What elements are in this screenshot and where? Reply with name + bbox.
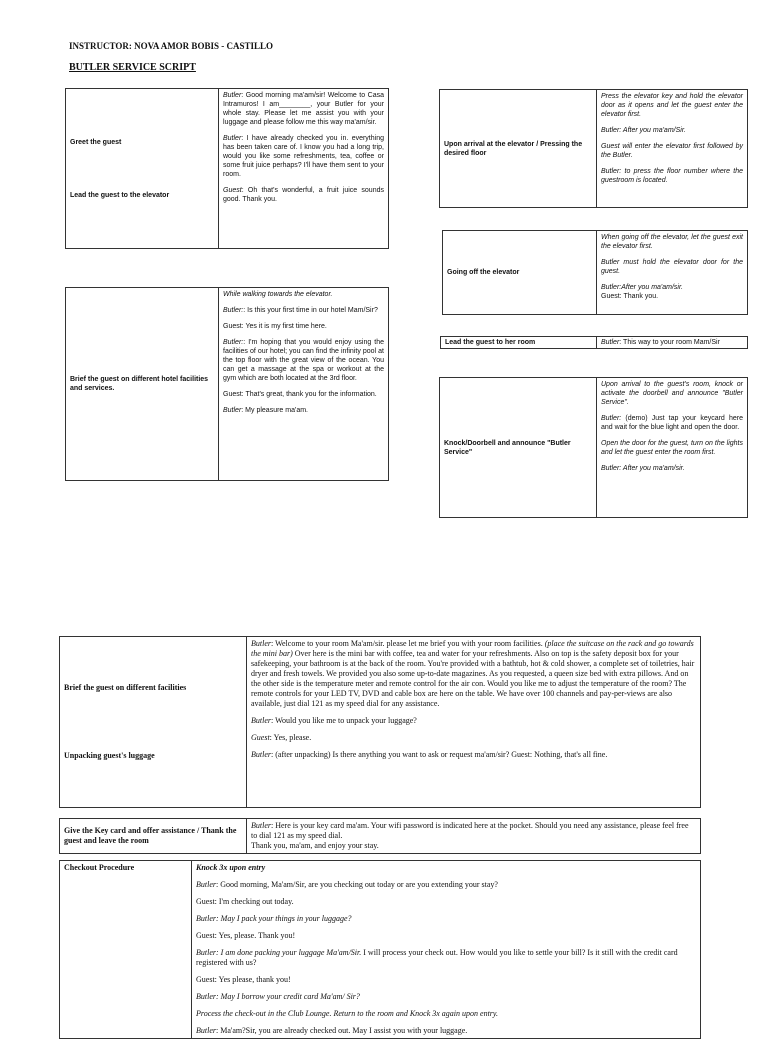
- hotel-facilities-table: [65, 287, 389, 481]
- script-line: : This way to your room Mam/Sir: [619, 339, 720, 346]
- role-butler: Butler: [223, 92, 242, 99]
- key-card-table: [59, 818, 701, 854]
- role-butler: Butler:: [601, 415, 622, 422]
- stage-direction: Butler must hold the elevator door for the guest.: [601, 259, 743, 275]
- role-butler: Butler: [223, 407, 242, 414]
- script-line: : Oh that's wonderful, a fruit juice sounds good. Thank you.: [223, 187, 384, 203]
- role-butler: Butler: [251, 821, 271, 830]
- script-line: : May I pack your things in your luggage?: [216, 914, 352, 923]
- elevator-exit-script: [597, 231, 748, 315]
- elevator-exit-table: [442, 230, 748, 315]
- script-line: Over here is the mini bar with coffee, tea and water for your refreshments. Also on top is the safety deposit box for your safekeeping, your bathroom is at the back of the room. You're provided with a bathtub, hot & cold shower, a complete set of toiletries, hair dryer and fresh towels. We provided you also some up-to-date magazines. As you requested, a queen size bed with extra pillows. And on the other side is the temperature meter and remote control for the air con. Would you like me to adjust the temperature of the room? The remote controls for your LED TV, DVD and cable box are here on the table. We have over 100 channels and pay-per-views are also available, just dial 121 as my speed dial for any assistance.: [251, 649, 695, 708]
- stage-direction: Press the elevator key and hold the elevator door as it opens and let the guest enter the elevator first.: [601, 93, 743, 118]
- role-butler: Butler: [196, 992, 216, 1001]
- instructor-line: INSTRUCTOR: NOVA AMOR BOBIS - CASTILLO: [69, 41, 273, 51]
- role-butler: Butler: [601, 339, 620, 346]
- greet-guest-step: Greet the guest: [70, 138, 122, 146]
- checkout-label: Checkout Procedure: [60, 861, 192, 1039]
- lead-room-script: [597, 337, 748, 349]
- checkout-table: [59, 860, 701, 1039]
- greet-guest-label: [66, 89, 219, 249]
- script-line: Butler: to press the floor number where the guestroom is located.: [601, 168, 743, 184]
- checkout-script: [192, 861, 701, 1039]
- script-line: Butler: After you ma'am/Sir.: [601, 127, 686, 134]
- stage-direction: (place the suitcase on the rack and go towards the mini bar): [251, 639, 694, 658]
- room-facilities-label: [60, 637, 247, 808]
- room-facilities-script: [247, 637, 701, 808]
- script-line: Butler: After you ma'am/sir.: [601, 465, 685, 472]
- greet-guest-table: [65, 88, 389, 249]
- script-line: : My pleasure ma'am.: [241, 407, 308, 414]
- lead-room-table: [440, 336, 748, 349]
- page-title: BUTLER SERVICE SCRIPT: [69, 62, 196, 73]
- script-line: Guest: Yes it is my first time here.: [223, 323, 327, 330]
- role-butler: Butler:: [223, 307, 244, 314]
- elevator-arrival-label: Upon arrival at the elevator / Pressing the desired floor: [440, 90, 597, 208]
- script-line: Guest: I'm checking out today.: [196, 897, 294, 906]
- script-line: : I'm hoping that you would enjoy using the facilities of our hotel; you can find the infinity pool at the top floor with the great view of the ocean. You can get a massage at the spa or workout at the gym which are both located at the 3rd floor.: [223, 339, 384, 382]
- unpacking-step: Unpacking guest's luggage: [64, 751, 155, 760]
- role-butler: Butler: [251, 716, 271, 725]
- brief-facilities-step: Brief the guest on different facilities: [64, 683, 187, 692]
- room-facilities-table: [59, 636, 701, 808]
- stage-direction: Knock 3x upon entry: [196, 863, 266, 872]
- stage-direction: When going off the elevator, let the guest exit the elevator first.: [601, 234, 743, 250]
- script-line: : Ma'am?Sir, you are already checked out. May I assist you with your luggage.: [216, 1026, 468, 1035]
- role-guest: Guest: [223, 187, 242, 194]
- lead-elevator-step: Lead the guest to the elevator: [70, 191, 170, 199]
- hotel-facilities-label: Brief the guest on different hotel facilities and services.: [66, 288, 219, 481]
- greet-guest-script: [219, 89, 389, 249]
- script-line: : I am done packing your luggage Ma'am/Sir.: [216, 948, 362, 957]
- key-card-script: [247, 819, 701, 854]
- role-butler: Butler: [196, 948, 216, 957]
- script-line: Butler:After you ma'am/sir.: [601, 284, 683, 291]
- script-line: : Good morning, Ma'am/Sir, are you checking out today or are you extending your stay?: [216, 880, 498, 889]
- script-line: Guest: That's great, thank you for the information.: [223, 391, 377, 398]
- elevator-arrival-table: [439, 89, 748, 208]
- key-card-label: Give the Key card and offer assistance / Thank the guest and leave the room: [60, 819, 247, 854]
- stage-direction: While walking towards the elevator.: [223, 291, 333, 298]
- script-line: : Here is your key card ma'am. Your wifi password is indicated here at the pocket. Should you need any assistance, please feel free to dial 121 as my speed dial.: [251, 821, 689, 840]
- role-butler: Butler: [196, 914, 216, 923]
- script-line: : May I borrow your credit card Ma'am/ Sir?: [216, 992, 360, 1001]
- role-butler: Butler: [196, 1026, 216, 1035]
- stage-direction: Open the door for the guest, turn on the lights and let the guest enter the room first.: [601, 440, 743, 456]
- knock-doorbell-label: Knock/Doorbell and announce "Butler Service": [440, 378, 597, 518]
- knock-doorbell-table: [439, 377, 748, 518]
- stage-direction: Process the check-out in the Club Lounge. Return to the room and Knock 3x again upon entry.: [196, 1009, 499, 1018]
- script-line: Guest: Thank you.: [601, 293, 659, 300]
- knock-doorbell-script: [597, 378, 748, 518]
- script-line: : Is this your first time in our hotel Mam/Sir?: [243, 307, 378, 314]
- role-butler: Butler: [251, 750, 271, 759]
- script-line: (demo) Just tap your keycard here and wait for the blue light and open the door.: [601, 415, 743, 431]
- role-butler: Butler: [251, 639, 271, 648]
- stage-direction: Guest will enter the elevator first followed by the Butler.: [601, 143, 743, 159]
- role-butler: Butler: [196, 880, 216, 889]
- script-line: : (after unpacking) Is there anything you want to ask or request ma'am/sir? Guest: Nothing, that's all fine.: [271, 750, 608, 759]
- script-line: : Yes, please.: [269, 733, 312, 742]
- role-guest: Guest: [251, 733, 270, 742]
- elevator-arrival-script: [597, 90, 748, 208]
- script-line: : Would you like me to unpack your luggage?: [271, 716, 417, 725]
- role-butler: Butler: [223, 135, 242, 142]
- script-line: Thank you, ma'am, and enjoy your stay.: [251, 841, 379, 850]
- script-line: : Welcome to your room Ma'am/sir. please let me brief you with your room facilities.: [271, 639, 543, 648]
- stage-direction: Upon arrival to the guest's room, knock or activate the doorbell and announce "Butler Service".: [601, 381, 743, 406]
- script-line: Guest: Yes, please. Thank you!: [196, 931, 296, 940]
- role-butler: Butler:: [223, 339, 244, 346]
- script-line: Guest: Yes please, thank you!: [196, 975, 291, 984]
- hotel-facilities-script: [219, 288, 389, 481]
- elevator-exit-label: Going off the elevator: [443, 231, 597, 315]
- script-line: : Good morning ma'am/sir! Welcome to Casa Intramuros! I am________, your Butler for your whole stay. Please let me assist you with your luggage and please follow me this way ma'am/sir.: [223, 92, 384, 126]
- script-line: I will process your check out. How would you like to settle your bill? Is it still with the credit card registered with us?: [196, 948, 678, 967]
- script-line: : I have already checked you in. everything has been taken care of. I know you had a long trip, would you like some refreshments, tea, coffee or some fruit juice perhaps? I'll have them sent to your room.: [223, 135, 384, 178]
- lead-room-label: Lead the guest to her room: [441, 337, 597, 349]
